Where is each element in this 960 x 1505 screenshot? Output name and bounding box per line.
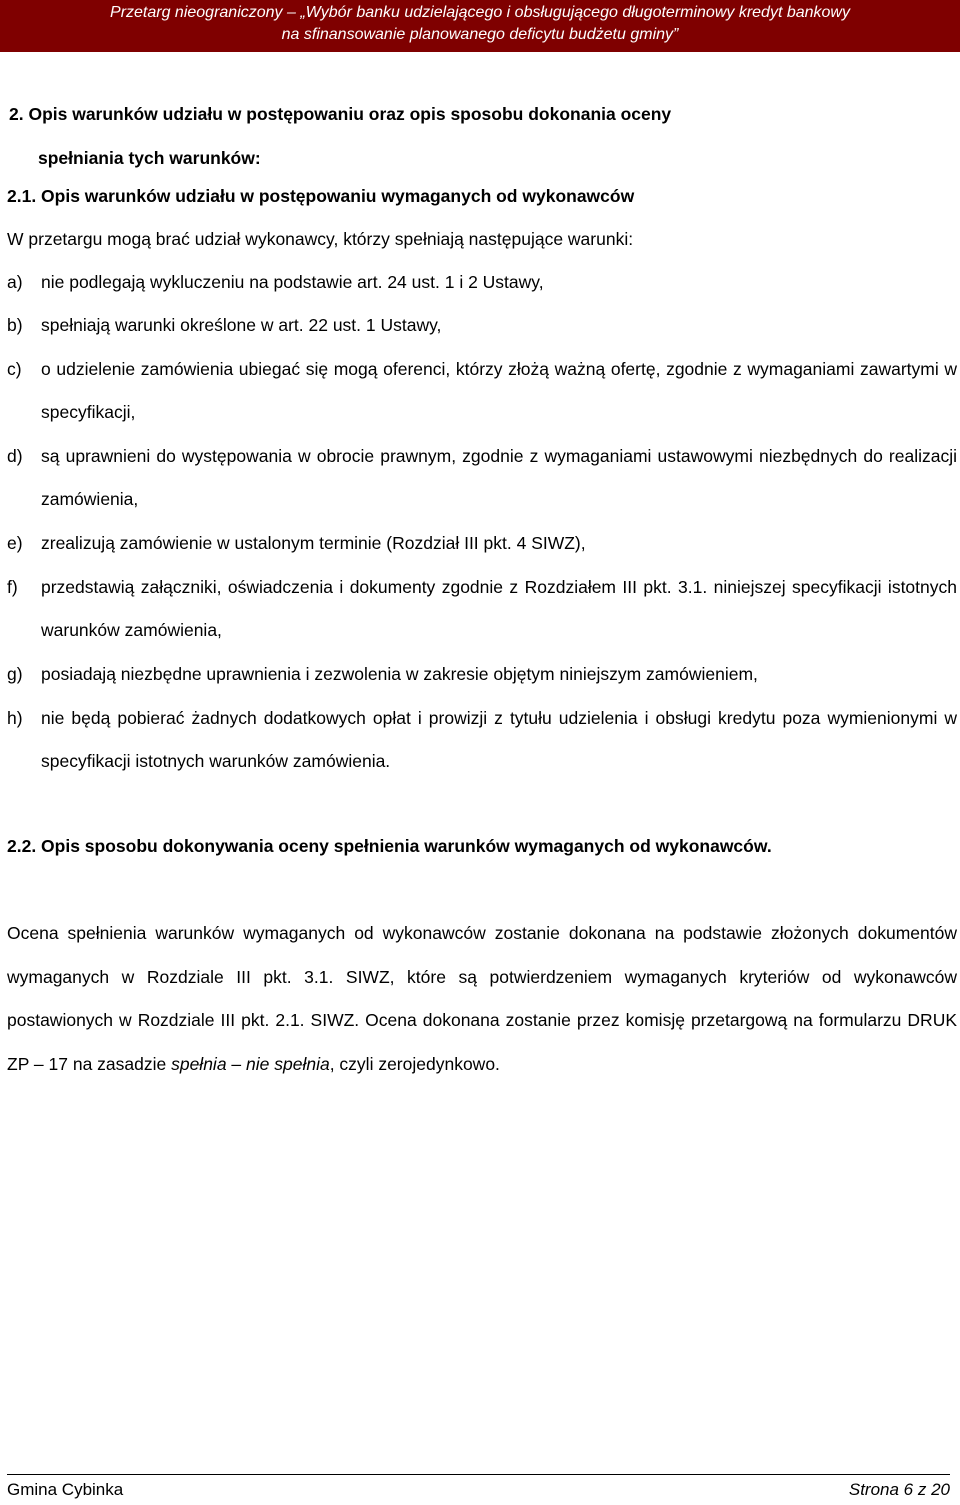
list-item-text: spełniają warunki określone w art. 22 ust. 1 Ustawy, — [41, 315, 442, 335]
section-2-title — [7, 92, 957, 180]
list-item-text: przedstawią załączniki, oświadczenia i dokumenty zgodnie z Rozdziałem III pkt. 3.1. niniejszej specyfikacji istotnych warunków zamówienia, — [41, 577, 957, 640]
header-line-2: na sfinansowanie planowanego deficytu budżetu gminy” — [281, 26, 679, 43]
section-2-1-title: 2.1. Opis warunków udziału w postępowaniu wymaganych od wykonawców — [7, 186, 635, 206]
paragraph-emphasis-does-not-meet: nie spełnia — [246, 1053, 330, 1074]
list-item — [7, 697, 957, 783]
list-item-letter: a) — [7, 272, 23, 292]
list-item-letter: f) — [7, 577, 18, 597]
list-item-letter: d) — [7, 446, 23, 466]
list-item — [7, 312, 957, 338]
list-item-text: zrealizują zamówienie w ustalonym terminie (Rozdział III pkt. 4 SIWZ), — [41, 533, 586, 553]
list-item-letter: c) — [7, 359, 22, 379]
list-item — [7, 435, 957, 521]
list-item-letter: e) — [7, 533, 23, 553]
list-item — [7, 653, 957, 696]
list-item-text: posiadają niezbędne uprawnienia i zezwolenia w zakresie objętym niniejszym zamówieniem, — [41, 664, 758, 684]
list-item-text: są uprawnieni do występowania w obrocie prawnym, zgodnie z wymaganiami ustawowymi niezbędnych do realizacji zamówienia, — [41, 446, 957, 509]
list-item-text: nie podlegają wykluczeniu na podstawie art. 24 ust. 1 i 2 Ustawy, — [41, 272, 544, 292]
section-2-1-intro: W przetargu mogą brać udział wykonawcy, którzy spełniają następujące warunki: — [7, 229, 634, 249]
paragraph-dash: – — [226, 1053, 247, 1074]
list-item — [7, 348, 957, 434]
document-header — [0, 0, 960, 52]
conditions-list — [7, 262, 957, 783]
list-item-text: o udzielenie zamówienia ubiegać się mogą oferenci, którzy złożą ważną ofertę, zgodnie z wymaganiami zawartymi w specyfikacji, — [41, 359, 957, 422]
section-2-title-line-2: spełniania tych warunków: — [38, 148, 261, 168]
list-item — [7, 269, 957, 295]
paragraph-text: Ocena spełnienia warunków wymaganych od wykonawców zostanie dokonana na podstawie złożonych dokumentów wymaganych w Rozdziale III pkt. 3.1. SIWZ, które są potwierdzeniem wymaganych kryteriów od wykonawców postawionych w Rozdziale III pkt. 2.1. SIWZ. Ocena dokonana zostanie przez komisję przetargową na formularzu DRUK ZP – 17 na zasadzie — [7, 923, 957, 1074]
section-2-title-line-1: 2. Opis warunków udziału w postępowaniu oraz opis sposobu dokonania oceny — [9, 104, 672, 124]
list-item — [7, 522, 957, 565]
list-item-text: nie będą pobierać żadnych dodatkowych opłat i prowizji z tytułu udzielenia i obsługi kredytu poza wymienionymi w specyfikacji istotnych warunków zamówienia. — [41, 708, 957, 771]
document-footer — [7, 1474, 950, 1505]
list-item — [7, 566, 957, 652]
footer-municipality: Gmina Cybinka — [7, 1480, 124, 1499]
section-2-2-title: 2.2. Opis sposobu dokonywania oceny spełnienia warunków wymaganych od wykonawców. — [7, 836, 772, 856]
list-item-letter: g) — [7, 664, 23, 684]
footer-page-number: Strona 6 z 20 — [848, 1480, 950, 1499]
paragraph-emphasis-meets: spełnia — [171, 1053, 227, 1074]
paragraph-end: , czyli zerojedynkowo. — [329, 1053, 500, 1074]
assessment-paragraph — [7, 912, 957, 1086]
list-item-letter: h) — [7, 708, 23, 728]
list-item-letter: b) — [7, 315, 23, 335]
header-line-1: Przetarg nieograniczony – „Wybór banku udzielającego i obsługującego długoterminowy kredyt bankowy — [110, 4, 850, 21]
